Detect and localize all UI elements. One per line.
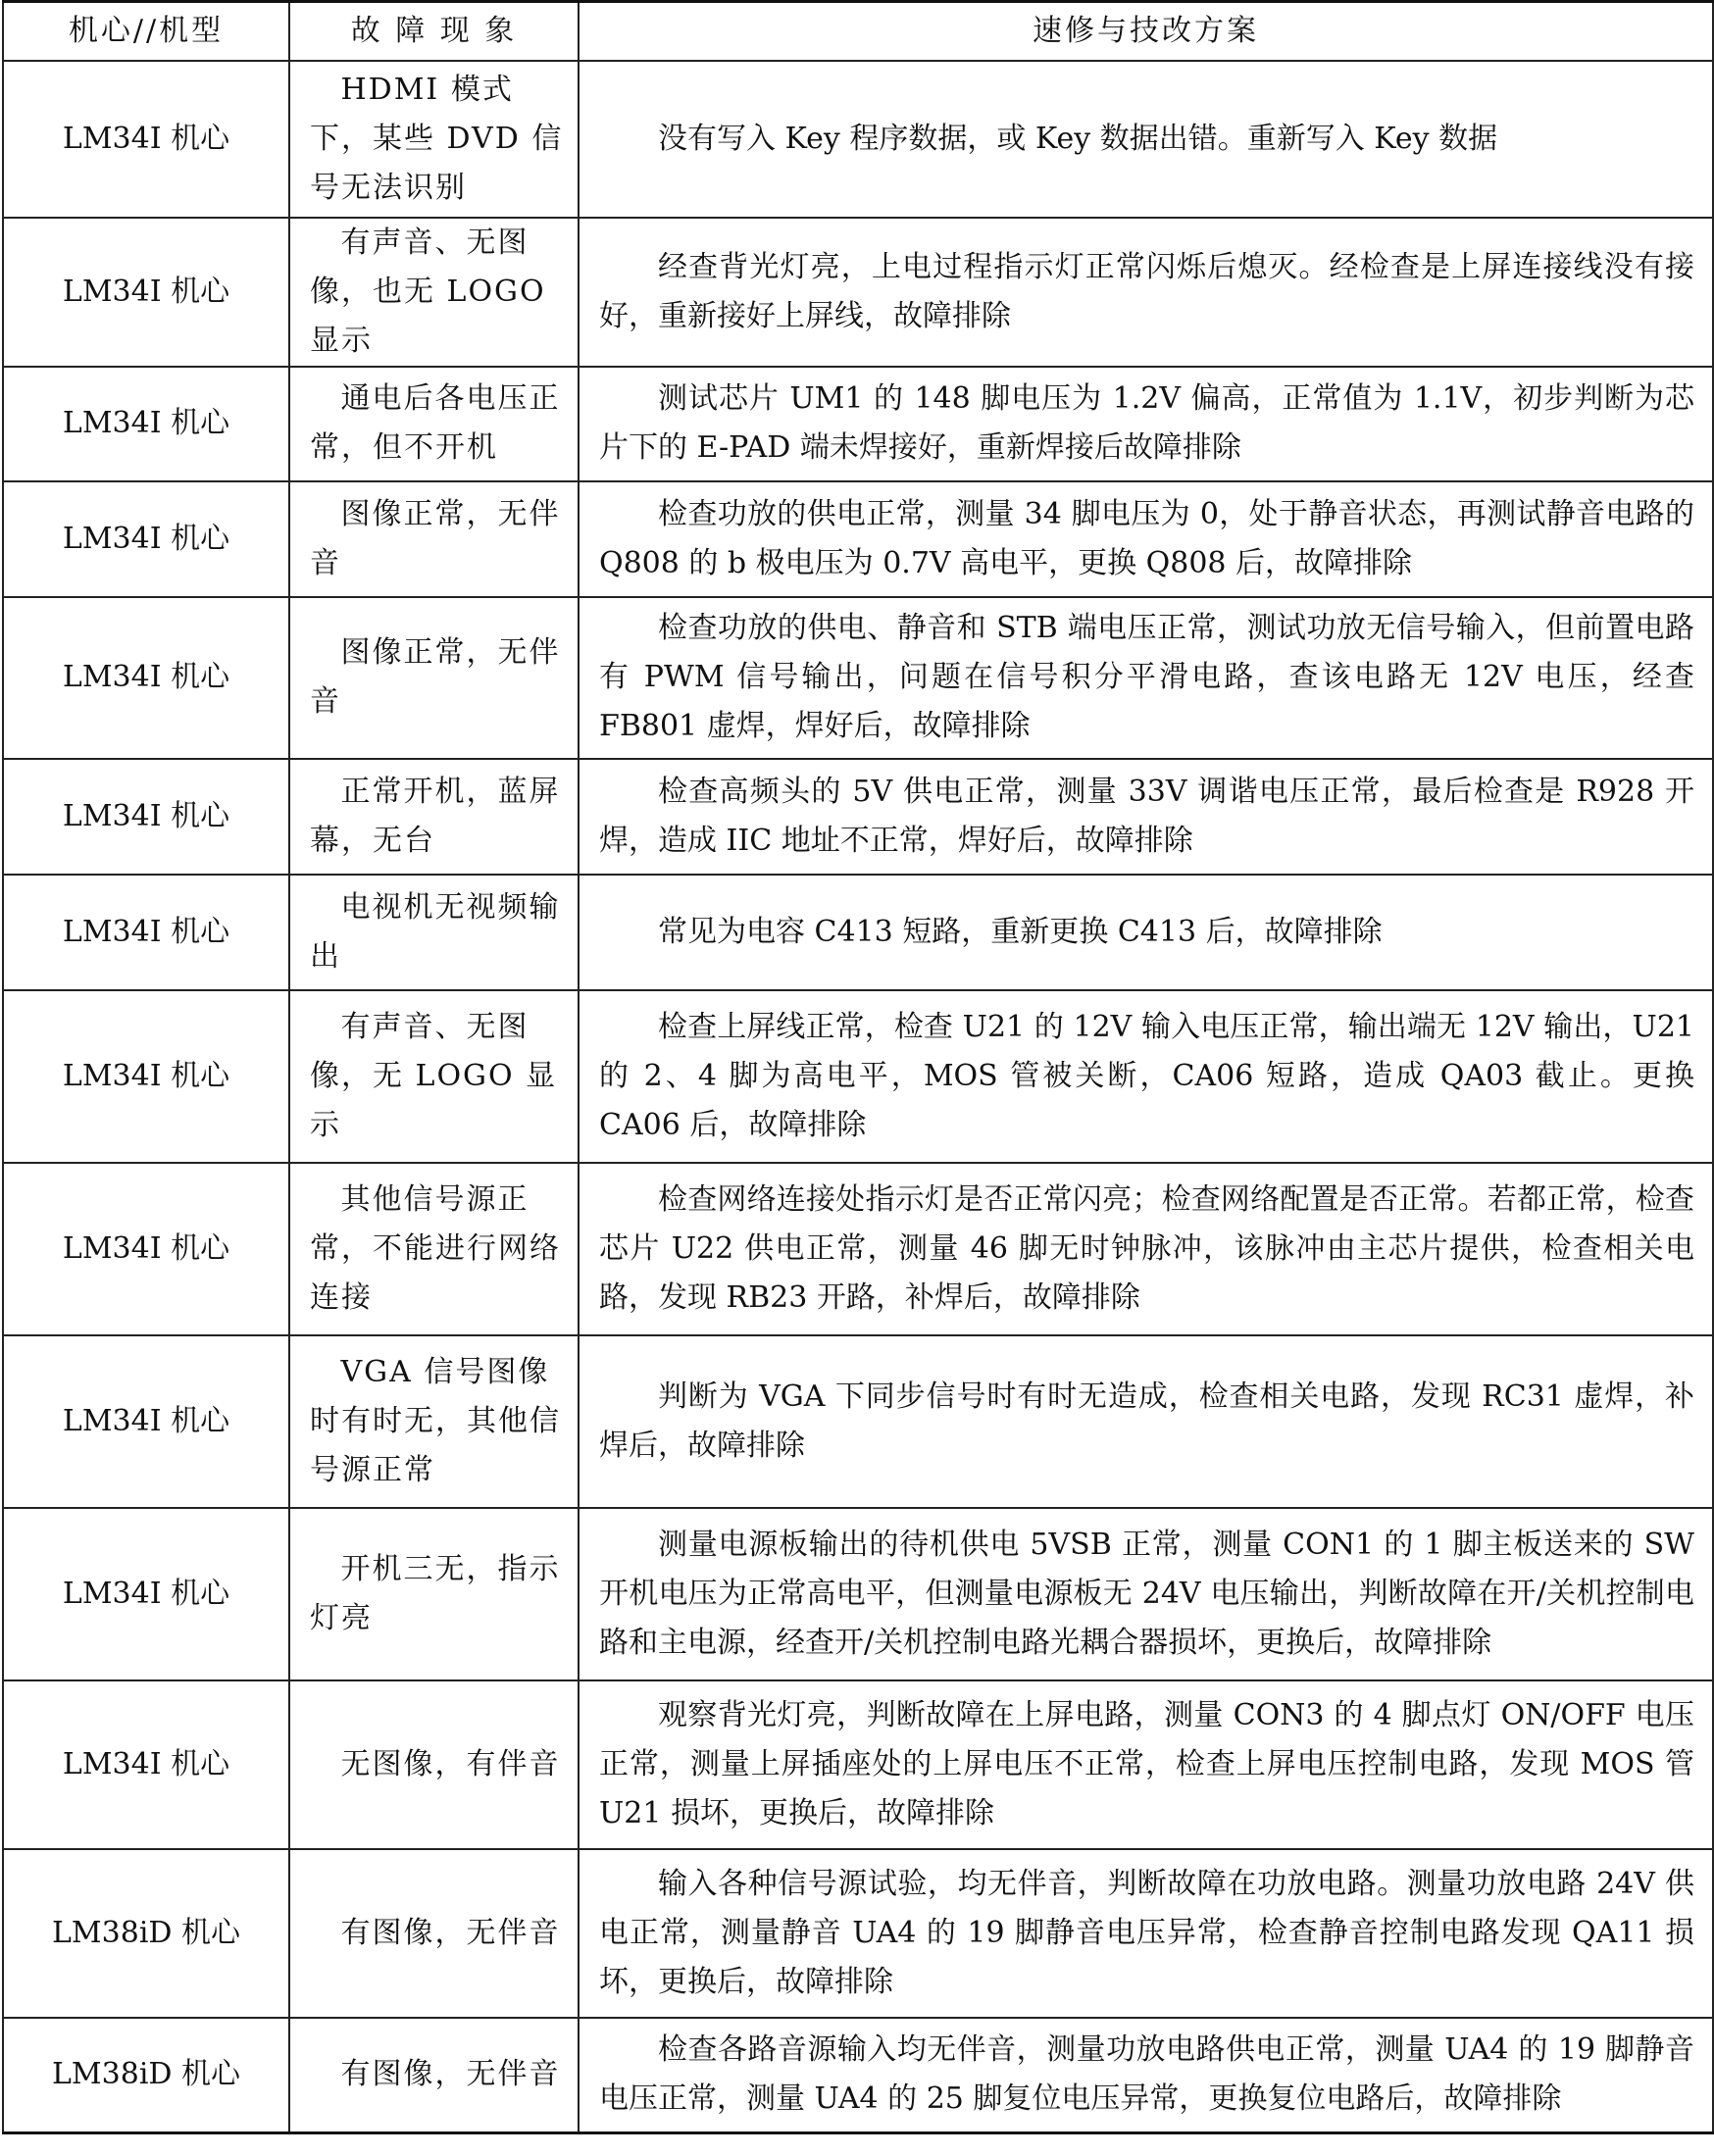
table-row xyxy=(3,1508,1713,1680)
table-row xyxy=(3,61,1713,218)
solution-cell: 测量电源板输出的待机供电 5VSB 正常，测量 CON1 的 1 脚主板送来的 SW 开机电压为正常高电平，但测量电源板无 24V 电压输出，判断故障在开/关机控制电路和主电源，经查开/关机控制电路光耦合器损坏，更换后，故障排除 xyxy=(579,1508,1713,1680)
model-cell: LM34I 机心 xyxy=(3,218,289,367)
solution-cell: 检查高频头的 5V 供电正常，测量 33V 调谐电压正常，最后检查是 R928 开焊，造成 IIC 地址不正常，焊好后，故障排除 xyxy=(579,759,1713,875)
header-model: 机心//机型 xyxy=(3,2,289,61)
symptom-cell: 有声音、无图像，无 LOGO 显示 xyxy=(289,990,579,1163)
solution-cell: 经查背光灯亮，上电过程指示灯正常闪烁后熄灭。经检查是上屏连接线没有接好，重新接好上屏线，故障排除 xyxy=(579,218,1713,367)
solution-cell: 检查功放的供电、静音和 STB 端电压正常，测试功放无信号输入，但前置电路有 PWM 信号输出，问题在信号积分平滑电路，查该电路无 12V 电压，经查 FB801 虚焊，焊好后，故障排除 xyxy=(579,597,1713,759)
table-row xyxy=(3,218,1713,367)
table-row xyxy=(3,481,1713,597)
symptom-cell: VGA 信号图像时有时无，其他信号源正常 xyxy=(289,1335,579,1508)
model-cell: LM34I 机心 xyxy=(3,597,289,759)
table-row xyxy=(3,2018,1713,2133)
header-symptom: 故 障 现 象 xyxy=(289,2,579,61)
model-cell: LM34I 机心 xyxy=(3,61,289,218)
repair-table xyxy=(2,0,1714,2134)
table-row xyxy=(3,1849,1713,2018)
table-row xyxy=(3,875,1713,990)
model-cell: LM34I 机心 xyxy=(3,990,289,1163)
symptom-cell: 其他信号源正常，不能进行网络连接 xyxy=(289,1163,579,1335)
solution-cell: 输入各种信号源试验，均无伴音，判断故障在功放电路。测量功放电路 24V 供电正常，测量静音 UA4 的 19 脚静音电压异常，检查静音控制电路发现 QA11 损坏，更换后，故障排除 xyxy=(579,1849,1713,2018)
symptom-cell: 正常开机，蓝屏幕，无台 xyxy=(289,759,579,875)
model-cell: LM34I 机心 xyxy=(3,367,289,481)
model-cell: LM38iD 机心 xyxy=(3,2018,289,2133)
solution-cell: 没有写入 Key 程序数据，或 Key 数据出错。重新写入 Key 数据 xyxy=(579,61,1713,218)
symptom-cell: 电视机无视频输出 xyxy=(289,875,579,990)
model-cell: LM34I 机心 xyxy=(3,481,289,597)
solution-cell: 测试芯片 UM1 的 148 脚电压为 1.2V 偏高，正常值为 1.1V，初步判断为芯片下的 E-PAD 端未焊接好，重新焊接后故障排除 xyxy=(579,367,1713,481)
model-cell: LM34I 机心 xyxy=(3,1680,289,1849)
symptom-cell: 有声音、无图像，也无 LOGO 显示 xyxy=(289,218,579,367)
symptom-cell: HDMI 模式下，某些 DVD 信号无法识别 xyxy=(289,61,579,218)
model-cell: LM34I 机心 xyxy=(3,759,289,875)
solution-cell: 检查各路音源输入均无伴音，测量功放电路供电正常，测量 UA4 的 19 脚静音电压正常，测量 UA4 的 25 脚复位电压异常，更换复位电路后，故障排除 xyxy=(579,2018,1713,2133)
table-row xyxy=(3,1335,1713,1508)
solution-cell: 检查上屏线正常，检查 U21 的 12V 输入电压正常，输出端无 12V 输出，U21 的 2、4 脚为高电平，MOS 管被关断，CA06 短路，造成 QA03 截止。更换 CA06 后，故障排除 xyxy=(579,990,1713,1163)
symptom-cell: 通电后各电压正常，但不开机 xyxy=(289,367,579,481)
symptom-cell: 有图像，无伴音 xyxy=(289,1849,579,2018)
table-row xyxy=(3,759,1713,875)
model-cell: LM34I 机心 xyxy=(3,1163,289,1335)
symptom-cell: 图像正常，无伴音 xyxy=(289,597,579,759)
model-cell: LM34I 机心 xyxy=(3,875,289,990)
model-cell: LM38iD 机心 xyxy=(3,1849,289,2018)
solution-cell: 检查网络连接处指示灯是否正常闪亮；检查网络配置是否正常。若都正常，检查芯片 U22 供电正常，测量 46 脚无时钟脉冲，该脉冲由主芯片提供，检查相关电路，发现 RB23 开路，补焊后，故障排除 xyxy=(579,1163,1713,1335)
solution-cell: 观察背光灯亮，判断故障在上屏电路，测量 CON3 的 4 脚点灯 ON/OFF 电压正常，测量上屏插座处的上屏电压不正常，检查上屏电压控制电路，发现 MOS 管 U21 损坏，更换后，故障排除 xyxy=(579,1680,1713,1849)
table-row xyxy=(3,597,1713,759)
solution-cell: 判断为 VGA 下同步信号时有时无造成，检查相关电路，发现 RC31 虚焊，补焊后，故障排除 xyxy=(579,1335,1713,1508)
table-header-row xyxy=(3,2,1713,61)
symptom-cell: 有图像，无伴音 xyxy=(289,2018,579,2133)
header-solution: 速修与技改方案 xyxy=(579,2,1713,61)
table-row xyxy=(3,1163,1713,1335)
table-row xyxy=(3,367,1713,481)
symptom-cell: 开机三无，指示灯亮 xyxy=(289,1508,579,1680)
solution-cell: 常见为电容 C413 短路，重新更换 C413 后，故障排除 xyxy=(579,875,1713,990)
table-row xyxy=(3,1680,1713,1849)
table-row xyxy=(3,990,1713,1163)
model-cell: LM34I 机心 xyxy=(3,1335,289,1508)
symptom-cell: 图像正常，无伴音 xyxy=(289,481,579,597)
symptom-cell: 无图像，有伴音 xyxy=(289,1680,579,1849)
solution-cell: 检查功放的供电正常，测量 34 脚电压为 0，处于静音状态，再测试静音电路的 Q808 的 b 极电压为 0.7V 高电平，更换 Q808 后，故障排除 xyxy=(579,481,1713,597)
model-cell: LM34I 机心 xyxy=(3,1508,289,1680)
